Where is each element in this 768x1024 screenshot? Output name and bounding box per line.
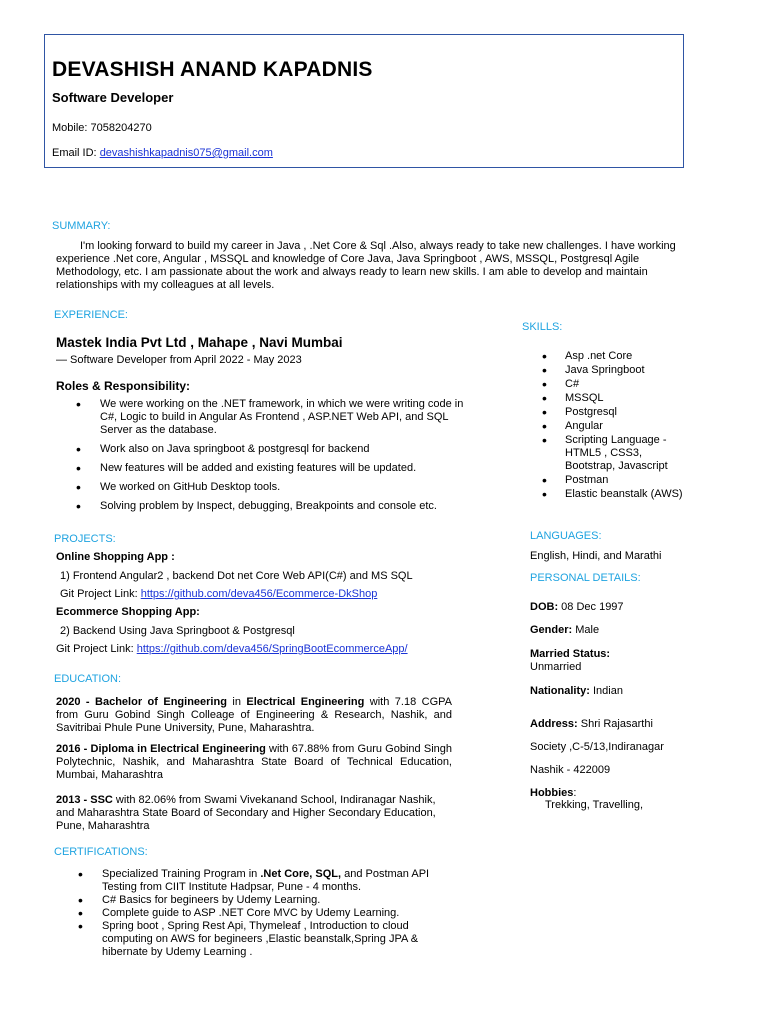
project-1-title: Online Shopping App : — [56, 551, 175, 563]
project-1-link[interactable]: https://github.com/deva456/Ecommerce-DkShop — [140, 588, 378, 600]
email-line — [52, 147, 273, 160]
summary-text: I'm looking forward to build my career in Java , .Net Core & Sql .Also, always ready to take new challenges. I have working experience .Net core, Angular , MSSQL and knowledge of Core Java, Java Springboot , AWS, MSSQL, Postgresql Agile Methodology, etc. I am passionate about the work and always ready to learn new skills. I am able to develop and maintain relationships with my colleagues at all levels. — [56, 240, 676, 291]
education-heading: EDUCATION: — [54, 673, 122, 685]
edu-2-degree: 2016 - Diploma in Electrical Engineering — [56, 743, 266, 755]
list-item: • Elastic beanstalk (AWS) — [542, 488, 722, 501]
list-item: • Work also on Java springboot & postgresql for backend — [76, 443, 466, 456]
list-item: • Scripting Language - HTML5 , CSS3, Bootstrap, Javascript — [542, 434, 695, 473]
certifications-heading: CERTIFICATIONS: — [54, 846, 148, 858]
address-line-2: Society ,C-5/13,Indiranagar — [530, 741, 664, 753]
education-entry-1: 2020 - Bachelor of Engineering in Electrical Engineering with 7.18 CGPA from Guru Gobind Singh Colleage of Engineering & Research, Nashik, and Savitribai Phule Pune University, Pune, Maharashtra. — [56, 696, 452, 734]
project-2-link[interactable]: https://github.com/deva456/SpringBootEcommerceApp/ — [136, 643, 408, 655]
personal-details-heading: PERSONAL DETAILS: — [530, 572, 641, 584]
email-label: Email ID: — [52, 147, 100, 159]
skills-heading: SKILLS: — [522, 321, 563, 333]
list-item: • Solving problem by Inspect, debugging, Breakpoints and console etc. — [76, 500, 466, 513]
edu-3-degree: 2013 - SSC — [56, 794, 113, 806]
project-2-title: Ecommerce Shopping App: — [56, 606, 200, 618]
edu-1-field: Electrical Engineering — [246, 696, 365, 708]
list-item: • Complete guide to ASP .NET Core MVC by Udemy Learning. — [78, 907, 458, 920]
hobbies-value: Trekking, Travelling, — [545, 799, 644, 811]
projects-heading: PROJECTS: — [54, 533, 116, 545]
education-entry-3: 2013 - SSC with 82.06% from Swami Vivekanand School, Indiranagar Nashik, and Maharashtra State Board of Secondary and Higher Secondary Education, Pune, Maharashtra — [56, 794, 436, 832]
email-link[interactable]: devashishkapadnis075@gmail.com — [99, 147, 273, 159]
certification-list — [78, 868, 458, 959]
skills-list — [542, 350, 722, 501]
list-item: • We worked on GitHub Desktop tools. — [76, 481, 466, 494]
project-1-desc: 1) Frontend Angular2 , backend Dot net Core Web API(C#) and MS SQL — [60, 570, 413, 582]
summary-heading: SUMMARY: — [52, 220, 111, 232]
responsibility-list — [76, 398, 466, 519]
gender-line: Gender: Male — [530, 624, 600, 636]
married-label: Married Status: — [530, 648, 611, 660]
languages-heading: LANGUAGES: — [530, 530, 602, 542]
list-item: • Angular — [542, 420, 722, 433]
dob-line: DOB: 08 Dec 1997 — [530, 601, 624, 613]
list-item: • We were working on the .NET framework, in which we were writing code in C#, Logic to build in Angular As Frontend , ASP.NET Web API, and SQL Server as the database. — [76, 398, 466, 437]
candidate-name: DEVASHISH ANAND KAPADNIS — [52, 58, 373, 81]
address-line-3: Nashik - 422009 — [530, 764, 611, 776]
company-name: Mastek India Pvt Ltd , Mahape , Navi Mumbai — [56, 335, 343, 350]
list-item: • Postman — [542, 474, 722, 487]
list-item: • MSSQL — [542, 392, 722, 405]
education-entry-2: 2016 - Diploma in Electrical Engineering with 67.88% from Guru Gobind Singh Polytechnic, Nashik, and Maharashtra State Board of Technical Education, Mumbai, Maharashtra — [56, 743, 452, 781]
edu-1-degree: 2020 - Bachelor of Engineering — [56, 696, 227, 708]
project-2-link-line — [56, 643, 408, 656]
job-period: — Software Developer from April 2022 - May 2023 — [56, 354, 302, 366]
mobile-number: Mobile: 7058204270 — [52, 122, 152, 134]
job-title: Software Developer — [52, 90, 174, 105]
project-1-link-line — [60, 588, 377, 601]
list-item: • Postgresql — [542, 406, 722, 419]
project-1-link-label: Git Project Link: — [60, 588, 141, 600]
list-item: • New features will be added and existing features will be updated. — [76, 462, 466, 475]
experience-heading: EXPERIENCE: — [54, 309, 128, 321]
address-line-1: Address: Shri Rajasarthi — [530, 718, 653, 730]
project-2-link-label: Git Project Link: — [56, 643, 137, 655]
list-item: • Specialized Training Program in .Net Core, SQL, and Postman API Testing from CIIT Institute Hadpsar, Pune - 4 months. — [78, 868, 458, 894]
list-item: • Java Springboot — [542, 364, 722, 377]
list-item: • C# Basics for begineers by Udemy Learning. — [78, 894, 458, 907]
roles-heading: Roles & Responsibility: — [56, 379, 191, 393]
list-item: • C# — [542, 378, 722, 391]
hobbies-label: Hobbies: — [530, 787, 577, 799]
married-value: Unmarried — [530, 661, 582, 673]
nationality-line: Nationality: Indian — [530, 685, 623, 697]
languages-text: English, Hindi, and Marathi — [530, 550, 662, 562]
list-item: • Spring boot , Spring Rest Api, Thymeleaf , Introduction to cloud computing on AWS for begineers ,Elastic beanstalk,Spring JPA & hibernate by Udemy Learning . — [78, 920, 458, 959]
project-2-desc: 2) Backend Using Java Springboot & Postgresql — [60, 625, 295, 637]
list-item: • Asp .net Core — [542, 350, 722, 363]
